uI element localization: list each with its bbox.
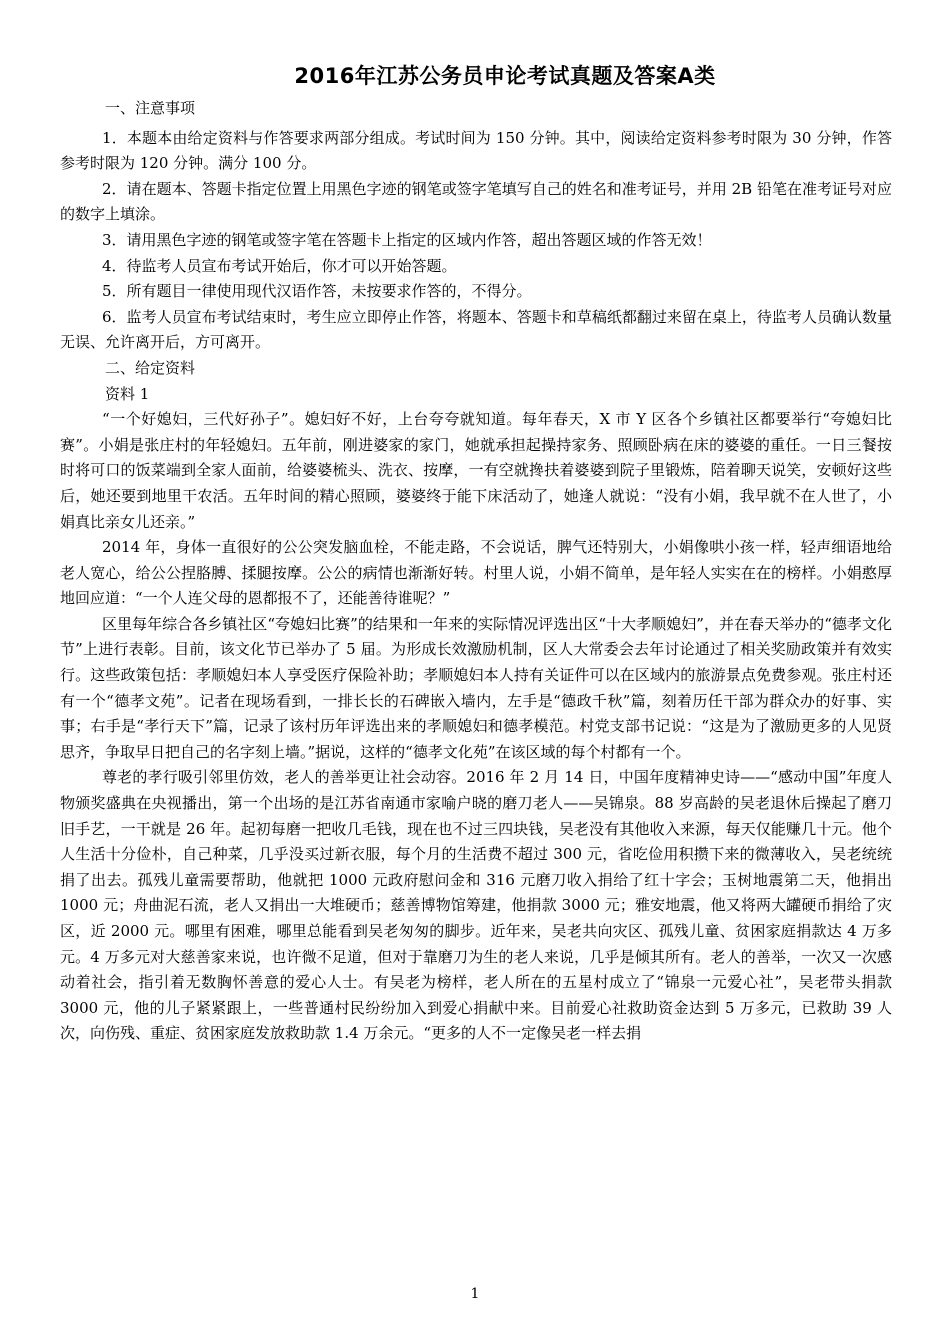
material-paragraph: “一个好媳妇，三代好孙子”。媳妇好不好，上台夸夸就知道。每年春天，X 市 Y 区各个乡镇社区都要举行“夸媳妇比赛”。小娟是张庄村的年轻媳妇。五年前，刚进婆家的家门，她就承担起操持家务、照顾卧病在床的婆婆的重任。一日三餐按时将可口的饭菜端到全家人面前，给婆婆梳头、洗衣、按摩，一有空就搀扶着婆婆到院子里锻炼，陪着聊天说笑，安顿好这些后，她还要到地里干农活。五年时间的精心照顾，婆婆终于能下床活动了，她逢人就说：“没有小娟，我早就不在人世了，小娟真比亲女儿还亲。” — [60, 410, 892, 531]
document-title: 2016年江苏公务员申论考试真题及答案A类 — [294, 64, 716, 88]
note-item: 3．请用黑色字迹的钢笔或签字笔在答题卡上指定的区域内作答，超出答题区域的作答无效！ — [102, 230, 712, 249]
note-item: 4．待监考人员宣布考试开始后，你才可以开始答题。 — [102, 256, 457, 275]
note-item: 5．所有题目一律使用现代汉语作答，未按要求作答的，不得分。 — [102, 282, 532, 301]
note-item: 1．本题本由给定资料与作答要求两部分组成。考试时间为 150 分钟。其中，阅读给定资料参考时限为 30 分钟，作答参考时限为 120 分钟。满分 100 分。 — [60, 128, 892, 173]
material-paragraph: 尊老的孝行吸引邻里仿效，老人的善举更让社会动容。2016 年 2 月 14 日，中国年度精神史诗——“感动中国”年度人物颁奖盛典在央视播出，第一个出场的是江苏省南通市家喻户晓的磨刀老人——吴锦泉。88 岁高龄的吴老退休后操起了磨刀旧手艺，一干就是 26 年。起初每磨一把收几毛钱，现在也不过三四块钱，吴老没有其他收入来源，每天仅能赚几十元。他个人生活十分俭朴，自己种菜，几乎没买过新衣服，每个月的生活费不超过 300 元，省吃俭用积攒下来的微薄收入，吴老统统捐了出去。孤残儿童需要帮助，他就把 1000 元政府慰问金和 316 元磨刀收入捐给了红十字会；玉树地震第二天，他捐出 1000 元；舟曲泥石流，老人又捐出一大堆硬币；慈善博物馆筹建，他捐款 3000 元；雅安地震，他又将两大罐硬币捐给了灾区，近 2000 元。哪里有困难，哪里总能看到吴老匆匆的脚步。近年来，吴老共向灾区、孤残儿童、贫困家庭捐款达 4 万多元。4 万多元对大慈善家来说，也许微不足道，但对于靠磨刀为生的老人来说，几乎是倾其所有。老人的善举，一次又一次感动着社会，指引着无数胸怀善意的爱心人士。有吴老为榜样，老人所在的五星村成立了“锦泉一元爱心社”，吴老带头捐款 3000 元，他的儿子紧紧跟上，一些普通村民纷纷加入到爱心捐献中来。目前爱心社救助资金达到 5 万多元，已救助 39 人次，向伤残、重症、贫困家庭发放救助款 1.4 万余元。“更多的人不一定像吴老一样去捐 — [60, 768, 892, 1043]
material-paragraph: 区里每年综合各乡镇社区“夸媳妇比赛”的结果和一年来的实际情况评选出区“十大孝顺媳妇”，并在春天举办的“德孝文化节”上进行表彰。目前，该文化节已举办了 5 届。为形成长效激励机制，区人大常委会去年讨论通过了相关奖励政策并有效实行。这些政策包括：孝顺媳妇本人享受医疗保险补助；孝顺媳妇本人持有关证件可以在区域内的旅游景点免费参观。张庄村还有一个“德孝文苑”。记者在现场看到，一排长长的石碑嵌入墙内，左手是“德政千秋”篇，刻着历任干部为群众办的好事、实事；右手是“孝行天下”篇，记录了该村历年评选出来的孝顺媳妇和德孝模范。村党支部书记说：“这是为了激励更多的人见贤思齐，争取早日把自己的名字刻上墙。”据说，这样的“德孝文化苑”在该区域的每个村都有一个。 — [60, 614, 892, 761]
section-heading-materials: 二、给定资料 — [105, 358, 196, 377]
material-paragraph: 2014 年，身体一直很好的公公突发脑血栓，不能走路，不会说话，脾气还特别大，小娟像哄小孩一样，轻声细语地给老人宽心，给公公捏胳膊、揉腿按摩。公公的病情也渐渐好转。村里人说，小娟不简单，是年轻人实实在在的榜样。小娟憨厚地回应道：“一个人连父母的恩都报不了，还能善待谁呢？” — [60, 538, 892, 608]
page-number: 1 — [470, 1286, 480, 1302]
document-body — [60, 96, 892, 1047]
section-heading-notes: 一、注意事项 — [105, 99, 196, 117]
material-heading: 资料 1 — [105, 384, 150, 403]
note-item: 2．请在题本、答题卡指定位置上用黑色字迹的钢笔或签字笔填写自己的姓名和准考证号，并用 2B 铅笔在准考证号对应的数字上填涂。 — [60, 179, 892, 224]
note-item: 6．监考人员宣布考试结束时，考生应立即停止作答，将题本、答题卡和草稿纸都翻过来留在桌上，待监考人员确认数量无误、允许离开后，方可离开。 — [60, 307, 892, 352]
